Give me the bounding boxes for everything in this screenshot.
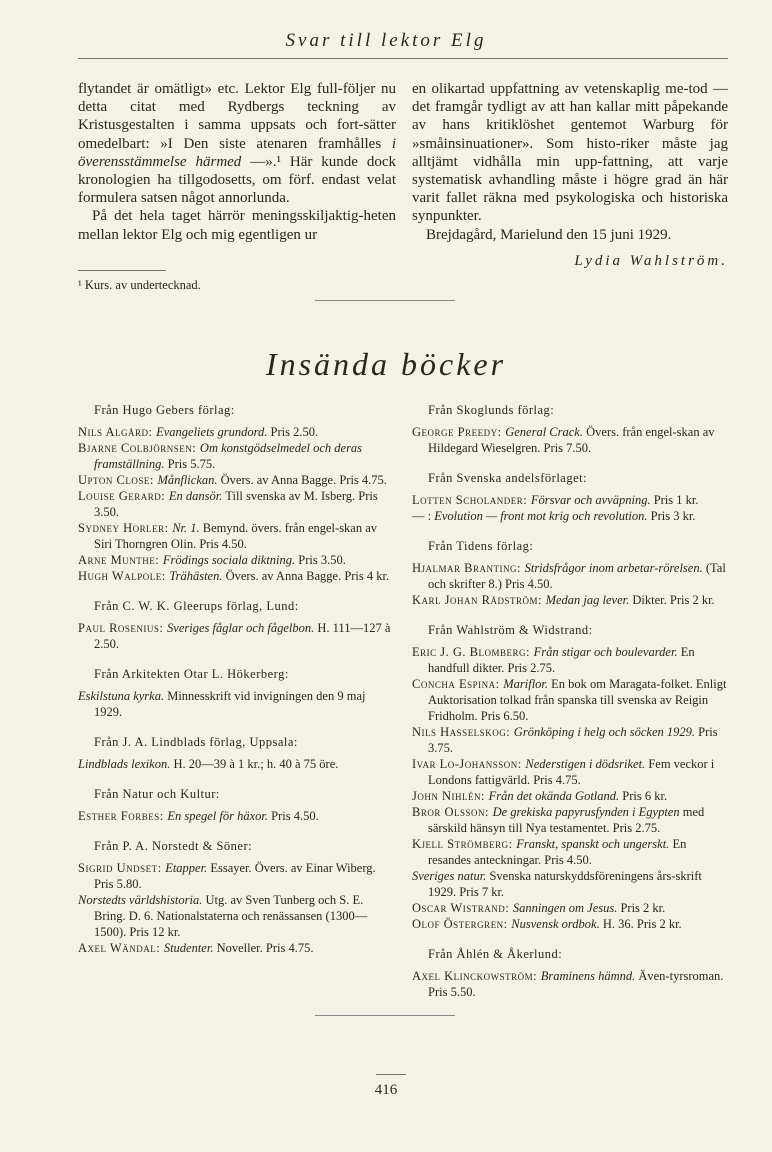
- book-entry: Nils Algård: Evangeliets grundord. Pris 2.50.: [78, 425, 319, 439]
- book-entry: Hugh Walpole: Trähästen. Övers. av Anna Bagge. Pris 4 kr.: [78, 569, 390, 583]
- publisher-heading: Från Skoglunds förlag:: [428, 403, 555, 417]
- book-entry: Louise Gerard: En dansör. Till svenska av M. Isberg. Pris 3.50.: [78, 489, 378, 519]
- books-right-column: [412, 402, 728, 1014]
- publisher-heading: Från Arkitekten Otar L. Hökerberg:: [94, 667, 289, 681]
- book-entry: Karl Johan Rådström: Medan jag lever. Dikter. Pris 2 kr.: [412, 593, 715, 607]
- book-entry: — : Evolution — front mot krig och revolution. Pris 3 kr.: [412, 509, 696, 523]
- book-entry: Ivar Lo-Johansson: Nederstigen i dödsriket. Fem veckor i Londons fattigvärld. Pris 4.75.: [412, 757, 715, 787]
- book-entry: Axel Klinckowström: Braminens hämnd. Även-tyrsroman. Pris 5.50.: [412, 969, 724, 999]
- publisher-group: [78, 666, 396, 720]
- book-entry: Nils Hasselskog: Grönköping i helg och söcken 1929. Pris 3.75.: [412, 725, 718, 755]
- footnote-rule: [78, 270, 166, 271]
- book-entry: Esther Forbes: En spegel för häxor. Pris 4.50.: [78, 809, 319, 823]
- publisher-group: [78, 734, 396, 772]
- book-entry: Eskilstuna kyrka. Minnesskrift vid invigningen den 9 maj 1929.: [78, 689, 366, 719]
- publisher-heading: Från J. A. Lindblads förlag, Uppsala:: [94, 735, 298, 749]
- book-entry: Bjarne Colbjörnsen: Om konstgödselmedel och deras framställning. Pris 5.75.: [78, 441, 363, 471]
- book-entry: Upton Close: Månflickan. Övers. av Anna Bagge. Pris 4.75.: [78, 473, 387, 487]
- book-entry: Lindblads lexikon. H. 20—39 à 1 kr.; h. 40 à 75 öre.: [78, 757, 339, 771]
- book-entry: Concha Espina: Mariflor. En bok om Maragata-folket. Enligt Auktorisation tolkad från spanska till svenska av Reigin Fridholm. Pris 6.50.: [412, 677, 727, 723]
- book-entry: Oscar Wistrand: Sanningen om Jesus. Pris 2 kr.: [412, 901, 666, 915]
- bottom-divider: [315, 1015, 455, 1016]
- publisher-group: [78, 598, 396, 652]
- book-entry: Axel Wändal: Studenter. Noveller. Pris 4.75.: [78, 941, 314, 955]
- header-rule: [78, 58, 728, 59]
- publisher-group: [78, 786, 396, 824]
- book-entry: Sydney Horler: Nr. 1. Bemynd. övers. från engel-skan av Siri Thorngren Olin. Pris 4.50.: [78, 521, 378, 551]
- signature: Lydia Wahlström.: [574, 252, 728, 269]
- book-entry: Paul Rosenius: Sveriges fåglar och fågelbon. H. 111—127 à 2.50.: [78, 621, 391, 651]
- publisher-group: [412, 538, 728, 608]
- page-number-rule: [376, 1074, 406, 1075]
- book-entry: Kjell Strömberg: Franskt, spanskt och ungerskt. En resandes anteckningar. Pris 4.50.: [412, 837, 687, 867]
- letter-left-column: [78, 80, 396, 244]
- publisher-group: [412, 946, 728, 1000]
- letter-left-paragraph: På det hela taget härrör meningsskiljaktig-heten mellan lektor Elg och mig egentligen ur: [78, 208, 396, 243]
- publisher-group: [412, 622, 728, 932]
- book-entry: Bror Olsson: De grekiska papyrusfynden i Egypten med särskild hänsyn till Nya testamentet. Pris 2.75.: [412, 805, 705, 835]
- book-entry: Sigrid Undset: Etapper. Essayer. Övers. av Einar Wiberg. Pris 5.80.: [78, 861, 376, 891]
- book-entry: Hjalmar Branting: Stridsfrågor inom arbetar-rörelsen. (Tal och skrifter 8.) Pris 4.50.: [412, 561, 726, 591]
- publisher-group: [412, 470, 728, 524]
- publisher-group: [412, 402, 728, 456]
- book-entry: Eric J. G. Blomberg: Från stigar och boulevarder. En handfull dikter. Pris 2.75.: [412, 645, 695, 675]
- publisher-group: [78, 402, 396, 584]
- letter-left-paragraph: flytandet är omätligt» etc. Lektor Elg full-följer nu detta citat med Rydbergs teckning av Kristusgestalten i samma uppsats och fort-sätter omedelbart: »I Den siste atenaren framhålles i överensstämmelse härmed —».¹ Här kunde dock kronologien ha tillgodosetts, om förf. endast velat formulera satsen något annorlunda.: [78, 81, 396, 207]
- publisher-heading: Från Hugo Gebers förlag:: [94, 403, 235, 417]
- publisher-heading: Från Natur och Kultur:: [94, 787, 220, 801]
- book-entry: Norstedts världshistoria. Utg. av Sven Tunberg och S. E. Bring. D. 6. Nationalstaterna och renässansen (1300—1500). Pris 12 kr.: [78, 893, 368, 939]
- publisher-heading: Från Svenska andelsförlaget:: [428, 471, 588, 485]
- publisher-heading: Från Wahlström & Widstrand:: [428, 623, 593, 637]
- book-entry: Arne Munthe: Frödings sociala diktning. Pris 3.50.: [78, 553, 346, 567]
- publisher-heading: Från Tidens förlag:: [428, 539, 534, 553]
- footnote: ¹ Kurs. av undertecknad.: [78, 278, 201, 292]
- publisher-heading: Från P. A. Norstedt & Söner:: [94, 839, 253, 853]
- letter-right-paragraph: Brejdagård, Marielund den 15 juni 1929.: [426, 226, 672, 243]
- section-divider: [315, 300, 455, 301]
- publisher-group: [78, 838, 396, 956]
- letter-right-column: [412, 80, 728, 270]
- book-entry: George Preedy: General Crack. Övers. från engel-skan av Hildegard Wieselgren. Pris 7.50.: [412, 425, 715, 455]
- publisher-heading: Från Åhlén & Åkerlund:: [428, 947, 563, 961]
- books-left-column: [78, 402, 396, 970]
- letter-right-paragraph: en olikartad uppfattning av vetenskaplig me-tod — det framgår tydligt av att han kallar mitt påpekande av hans kritiklöshet gentemot Warburg för »småinsinuationer». Som histo-riker måste jag alltjämt vidhålla min upp-fattning, att varje systematisk avhandling måste i högre grad än här varit fallet räkna med psykologiska och historiska synpunkter.: [412, 81, 728, 225]
- section-title: Insända böcker: [265, 346, 507, 382]
- book-entry: Olof Östergren: Nusvensk ordbok. H. 36. Pris 2 kr.: [412, 917, 682, 931]
- page-number: 416: [374, 1082, 398, 1098]
- book-entry: John Nihlén: Från det okända Gotland. Pris 6 kr.: [412, 789, 668, 803]
- running-head: Svar till lektor Elg: [285, 30, 487, 51]
- book-entry: Lotten Scholander: Försvar och avväpning. Pris 1 kr.: [412, 493, 699, 507]
- book-entry: Sveriges natur. Svenska naturskyddsföreningens års-skrift 1929. Pris 7 kr.: [412, 869, 702, 899]
- publisher-heading: Från C. W. K. Gleerups förlag, Lund:: [94, 599, 299, 613]
